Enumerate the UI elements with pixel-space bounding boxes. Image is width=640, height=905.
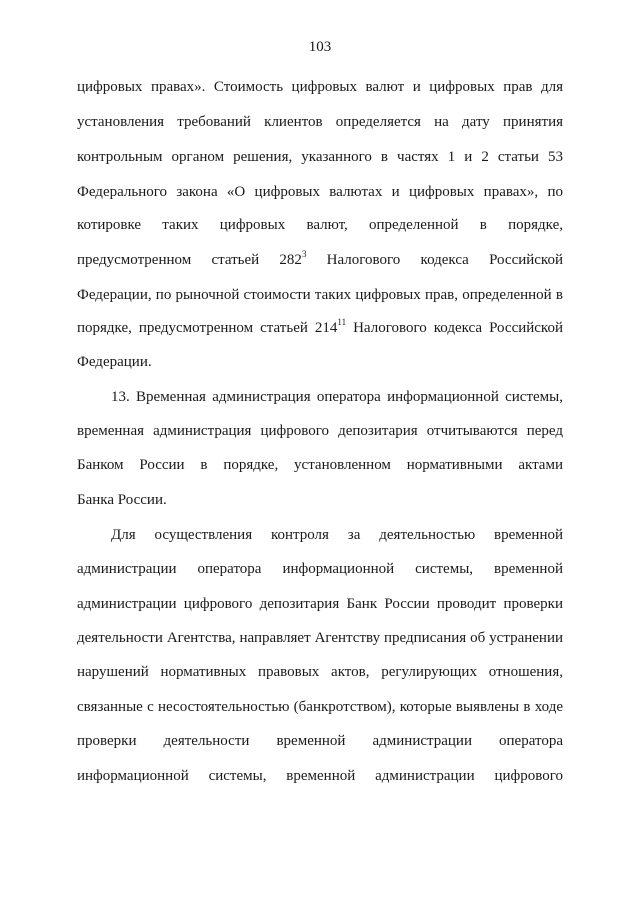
text-line: цифровых правах». Стоимость цифровых валют и цифровых прав для	[77, 79, 563, 95]
text-line: администрации цифрового депозитария Банк России проводит проверки	[77, 596, 563, 612]
text-line	[77, 250, 563, 270]
text-line: нарушений нормативных правовых актов, регулирующих отношения,	[77, 664, 563, 680]
superscript: 3	[301, 249, 307, 259]
text-segment: Налогового кодекса Российской	[346, 320, 563, 336]
text-line: информационной системы, временной администрации цифрового	[77, 768, 563, 784]
text-line: связанные с несостоятельностью (банкротством), которые выявлены в ходе	[77, 699, 563, 715]
superscript: 11	[337, 317, 347, 327]
text-segment: Налогового кодекса Российской	[306, 252, 563, 268]
text-line: установления требований клиентов определяется на дату принятия	[77, 114, 563, 130]
text-line: Федерации.	[77, 354, 152, 370]
page-number: 103	[308, 39, 332, 55]
text-line: временная администрация цифрового депозитария отчитываются перед	[77, 423, 563, 439]
text-segment: предусмотренном статьей 282	[77, 252, 302, 268]
text-line: Банка России.	[77, 492, 167, 508]
text-line: Федерального закона «О цифровых валютах и цифровых правах», по	[77, 184, 563, 200]
text-line: Федерации, по рыночной стоимости таких цифровых прав, определенной в	[77, 287, 563, 303]
text-line: Для осуществления контроля за деятельностью временной	[111, 527, 563, 543]
text-line: котировке таких цифровых валют, определенной в порядке,	[77, 217, 563, 233]
text-line: деятельности Агентства, направляет Агентству предписания об устранении	[77, 630, 563, 646]
text-line: контрольным органом решения, указанного в частях 1 и 2 статьи 53	[77, 149, 563, 165]
text-line: Банком России в порядке, установленном нормативными актами	[77, 457, 563, 473]
text-line: проверки деятельности временной администрации оператора	[77, 733, 563, 749]
text-segment: порядке, предусмотренном статьей 214	[77, 320, 338, 336]
text-line: администрации оператора информационной системы, временной	[77, 561, 563, 577]
text-line	[77, 318, 563, 338]
text-line: 13. Временная администрация оператора информационной системы,	[111, 389, 563, 405]
